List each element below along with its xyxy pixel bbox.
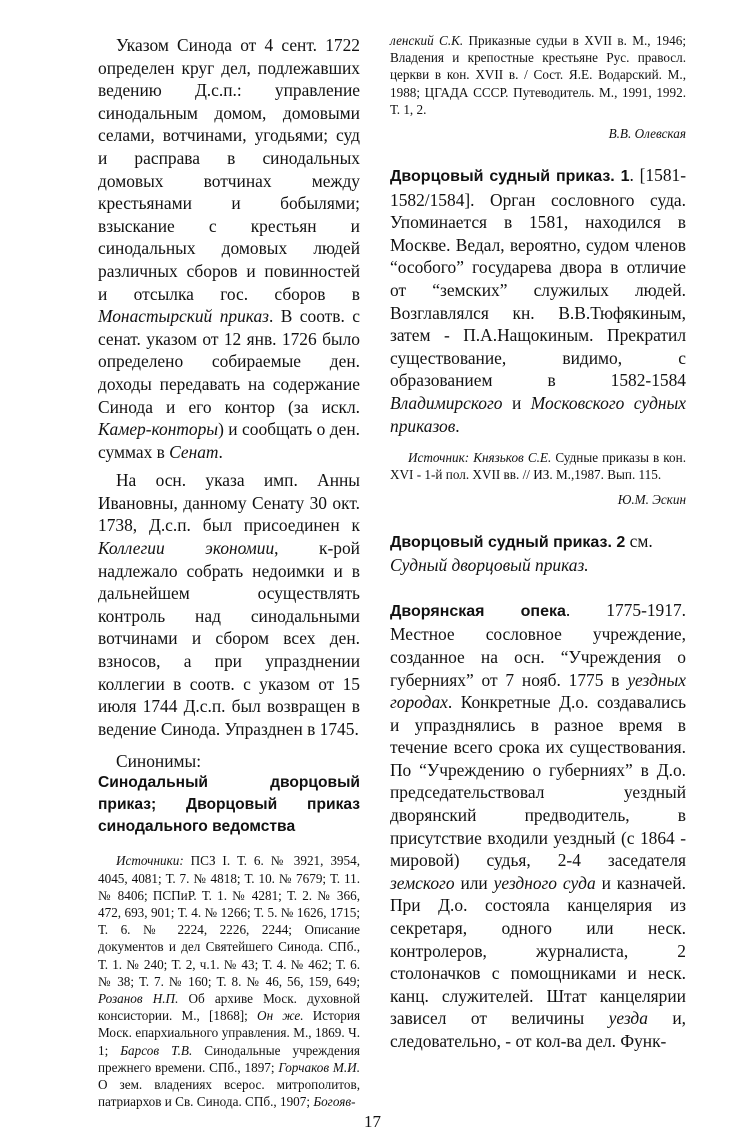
entry-1-title: Дворцовый судный приказ. 1 <box>390 168 630 186</box>
entry-1-text: Дворцовый судный приказ. 1. [1581-1582/1584]. Орган сословного суда. Упоминается в 1581, находился в Москве. Ведал, вероятно, судом членов “особого” государева двора в отличие от “земских” служилых людей. Возглавлялся кн. В.В.Тюфякиным, затем - П.А.Нащокиным. Прекратил существование, видимо, с образованием в 1582-1584 Владимирского и Московского судных приказов. <box>390 165 686 436</box>
entry-dvortsovy-sudny-1 <box>390 164 686 508</box>
author-eskin: Ю.М. Эскин <box>617 491 686 507</box>
sources-left: Источники: ПСЗ I. Т. 6. № 3921, 3954, 4045, 4081; Т. 7. № 4818; Т. 10. № 7679; Т. 11. № 8406; ПСПиР. Т. 1. № 4281; Т. 2. № 366, 472, 693, 901; Т. 4. № 1266; Т. 5. № 1626, 1715; Т. 6. № 2224, 2226, 2244; Описание документов и дел Святейшего Синода. СПб., Т. 1. № 240; Т. 2, ч.1. № 43; Т. 4. № 462; Т. 6. № 38; Т. 7. № 160; Т. 8. № 46, 56, 159, 649; Розанов Н.П. Об архиве Моск. духовной консистории. М., [1868]; Он же. История Моск. епархиального управления. М., 1869. Ч. 1; Барсов Т.В. Синодальные учреждения прежнего времени. СПб., 1897; Горчаков М.И. О зем. владениях всерос. митрополитов, патриархов и Св. Синода. СПб., 1907; Богояв- <box>98 853 361 1110</box>
author-olevskaya: В.В. Олевская <box>608 126 686 142</box>
page-number: 17 <box>364 1112 381 1131</box>
entry-dvortsovy-sudny-2 <box>390 530 686 577</box>
entry-2-title: Дворцовый судный приказ. 2 <box>390 533 626 551</box>
right-column <box>390 32 686 1053</box>
paragraph-anna-decree: На осн. указа имп. Анны Ивановны, данному Сенату 30 окт. 1738, Д.с.п. был присоединен к Коллегии экономии, к-рой надлежало собрать недоимки и в дальнейшем осуществлять контроль над синодальными вотчинами и сбором всех ден. взносов, а при упразднении коллегии в соотв. с указом от 15 июля 1744 Д.с.п. был возвращен в ведение Синода. Упразднен в 1745. <box>98 470 360 739</box>
entry-3-text: Дворянская опека. 1775-1917. Местное сословное учреждение, созданное на осн. “Учреждения о губерниях” от 7 нояб. 1775 в уездных городах. Конкретные Д.о. создавались и упразднялись в разное время в течение всего срока их существования. По “Учреждению о губерниях” в Д.о. председательствовал уездный дворянский предводитель, в присутствие входили уездный (с 1864 - мировой) судья, 2-4 заседателя земского или уездного суда и казначей. При Д.о. состояла канцелярия из секретаря, одного или неск. контролеров, журналиста, 2 столоначков с помощниками и неск. канц. служителей. Штат канцелярии зависел от величины уезда и, следовательно, - от кол-ва дел. Функ- <box>390 599 686 1052</box>
sources-continuation: ленский С.К. Приказные судьи в XVII в. М., 1946; Владения и крепостные крестьяне Рус. правосл. церкви в кон. XVII в. / Сост. Я.Е. Водарский. М., 1988; ЦГАДА СССР. Путеводитель. М., 1991, 1992. Т. 1, 2. <box>390 33 686 117</box>
synonyms-label: Синонимы: <box>116 751 202 772</box>
synonyms-text: Синодальный дворцовый приказ; Дворцовый приказ синодального ведомства <box>98 774 360 836</box>
entry-dvoryanskaya-opeka <box>390 599 686 1053</box>
entry-1-source: Источник: Князьков С.Е. Судные приказы в кон. XVI - 1-й пол. XVII вв. // ИЗ. М.,1987. Вып. 115. <box>390 450 686 483</box>
entry-3-title: Дворянская опека <box>390 602 566 620</box>
entry-2-text: Дворцовый судный приказ. 2 см. Судный дворцовый приказ. <box>390 530 653 576</box>
paragraph-decree-1722: Указом Синода от 4 сент. 1722 определен круг дел, подлежавших ведению Д.с.п.: управление синодальным домом, домовыми селами, вотчинами, угодьями; суд и расправа в синодальных домовых вотчинах между крестьянами и бобылями; взыскание с крестьян и синодальных домовых людей различных сборов и повинностей и отсылка гос. сборов в Монастырский приказ. В соотв. с сенат. указом от 12 янв. 1726 было определено собираемые ден. доходы передавать на содержание Синода и его контор (за искл. Камер-конторы) и сообщать о ден. суммах в Сенат. <box>98 35 360 462</box>
left-column <box>98 34 360 1110</box>
